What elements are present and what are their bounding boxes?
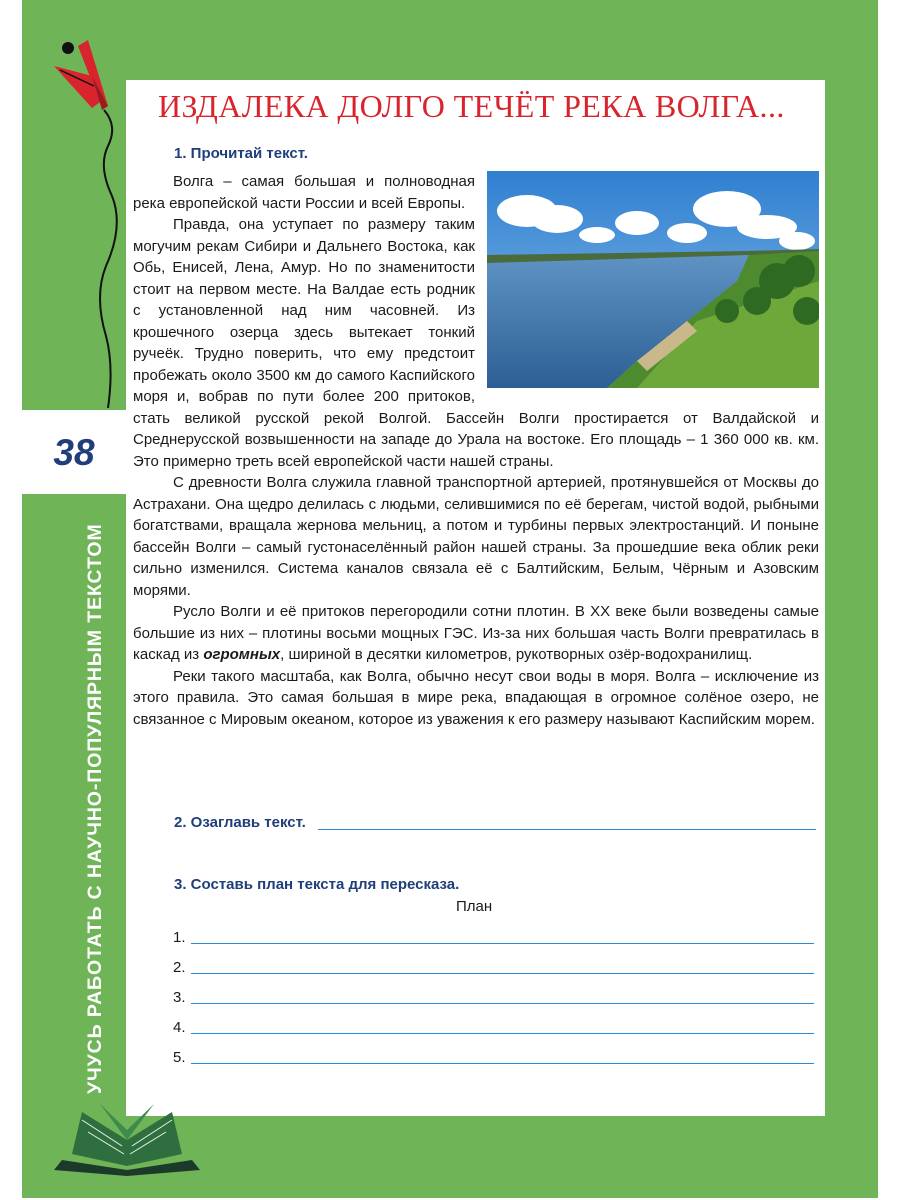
pen-decoration-icon bbox=[48, 36, 128, 416]
plan-item-number: 2. bbox=[173, 959, 186, 976]
paragraph-3: С древности Волга служила главной транспортной артерией, протянувшейся от Москвы до Астрахани. Она щедро делилась с людьми, селившимися по её берегам, чистой водой, рыбными богатствами, вращала жернова мельниц, а потом и турбины первых электростанций. И поныне бассейн Волги – самый густонаселённый район нашей страны. За прошедшие века облик реки сильно изменился. Система каналов связала её с Балтийским, Белым, Чёрным и Азовским морями. bbox=[133, 474, 819, 599]
article-text bbox=[133, 171, 819, 730]
paragraph-1: Волга – самая большая и полноводная река европейской части России и всей Европы. bbox=[133, 173, 475, 212]
paragraph-4-emphasis: огромных bbox=[203, 646, 281, 663]
plan-answer-line[interactable] bbox=[191, 1063, 814, 1064]
plan-item-number: 4. bbox=[173, 1019, 186, 1036]
paragraph-5: Реки такого масштаба, как Волга, обычно несут свои воды в моря. Волга – исключение из этого правила. Это самая большая в мире река, впадающая в огромное солёное озеро, не связанное с Мировым океаном, которое из уважения к его размеру называют Каспийским морем. bbox=[133, 667, 819, 728]
title-answer-line[interactable] bbox=[318, 829, 816, 830]
section-side-label: УЧУСЬ РАБОТАТЬ С НАУЧНО-ПОПУЛЯРНЫМ ТЕКСТОМ bbox=[84, 523, 106, 1094]
paragraph-4-start: Русло Волги и её притоков перегородили сотни плотин. В XX веке были возведены самые большие из них – плотины восьми мощных ГЭС. Из-за них большая часть Волги превратилась в каскад из bbox=[133, 603, 819, 663]
task-2-label: 2. Озаглавь текст. bbox=[174, 814, 306, 831]
paragraph-2: Правда, она уступает по размеру таким могучим рекам Сибири и Дальнего Востока, как Обь, Енисей, Лена, Амур. Но по знаменитости стоит на первом месте. На Валдае есть родник с установленной над ним часовней. Из крошечного озерца здесь вытекает тонкий ручеёк. Трудно поверить, что ему предстоит пробежать около 3500 км до самого Каспийского моря и, вобрав по пути более 200 притоков, стать великой русской рекой Волгой. Бассейн Волги простирается от Валдайской и Среднерусской возвышенности на западе до Урала на востоке. Его площадь – 1 360 000 кв. км. Это примерно треть всей европейской части нашей страны. bbox=[133, 216, 819, 470]
task-3-label: 3. Составь план текста для пересказа. bbox=[174, 876, 460, 893]
plan-item-number: 5. bbox=[173, 1049, 186, 1066]
plan-heading: План bbox=[456, 898, 493, 915]
task-1-label: 1. Прочитай текст. bbox=[174, 145, 308, 162]
page-number: 38 bbox=[53, 432, 95, 473]
plan-item-number: 1. bbox=[173, 929, 186, 946]
paragraph-4 bbox=[133, 601, 819, 666]
open-book-icon bbox=[52, 1100, 202, 1176]
plan-answer-line[interactable] bbox=[191, 943, 814, 944]
plan-answer-line[interactable] bbox=[191, 1003, 814, 1004]
plan-item-number: 3. bbox=[173, 989, 186, 1006]
volga-river-photo bbox=[487, 171, 819, 388]
paragraph-4-end: , шириной в десятки километров, рукотворных озёр-водохранилищ. bbox=[280, 646, 753, 663]
plan-answer-line[interactable] bbox=[191, 1033, 814, 1034]
page-title: ИЗДАЛЕКА ДОЛГО ТЕЧЁТ РЕКА ВОЛГА... bbox=[158, 88, 785, 124]
plan-answer-line[interactable] bbox=[191, 973, 814, 974]
